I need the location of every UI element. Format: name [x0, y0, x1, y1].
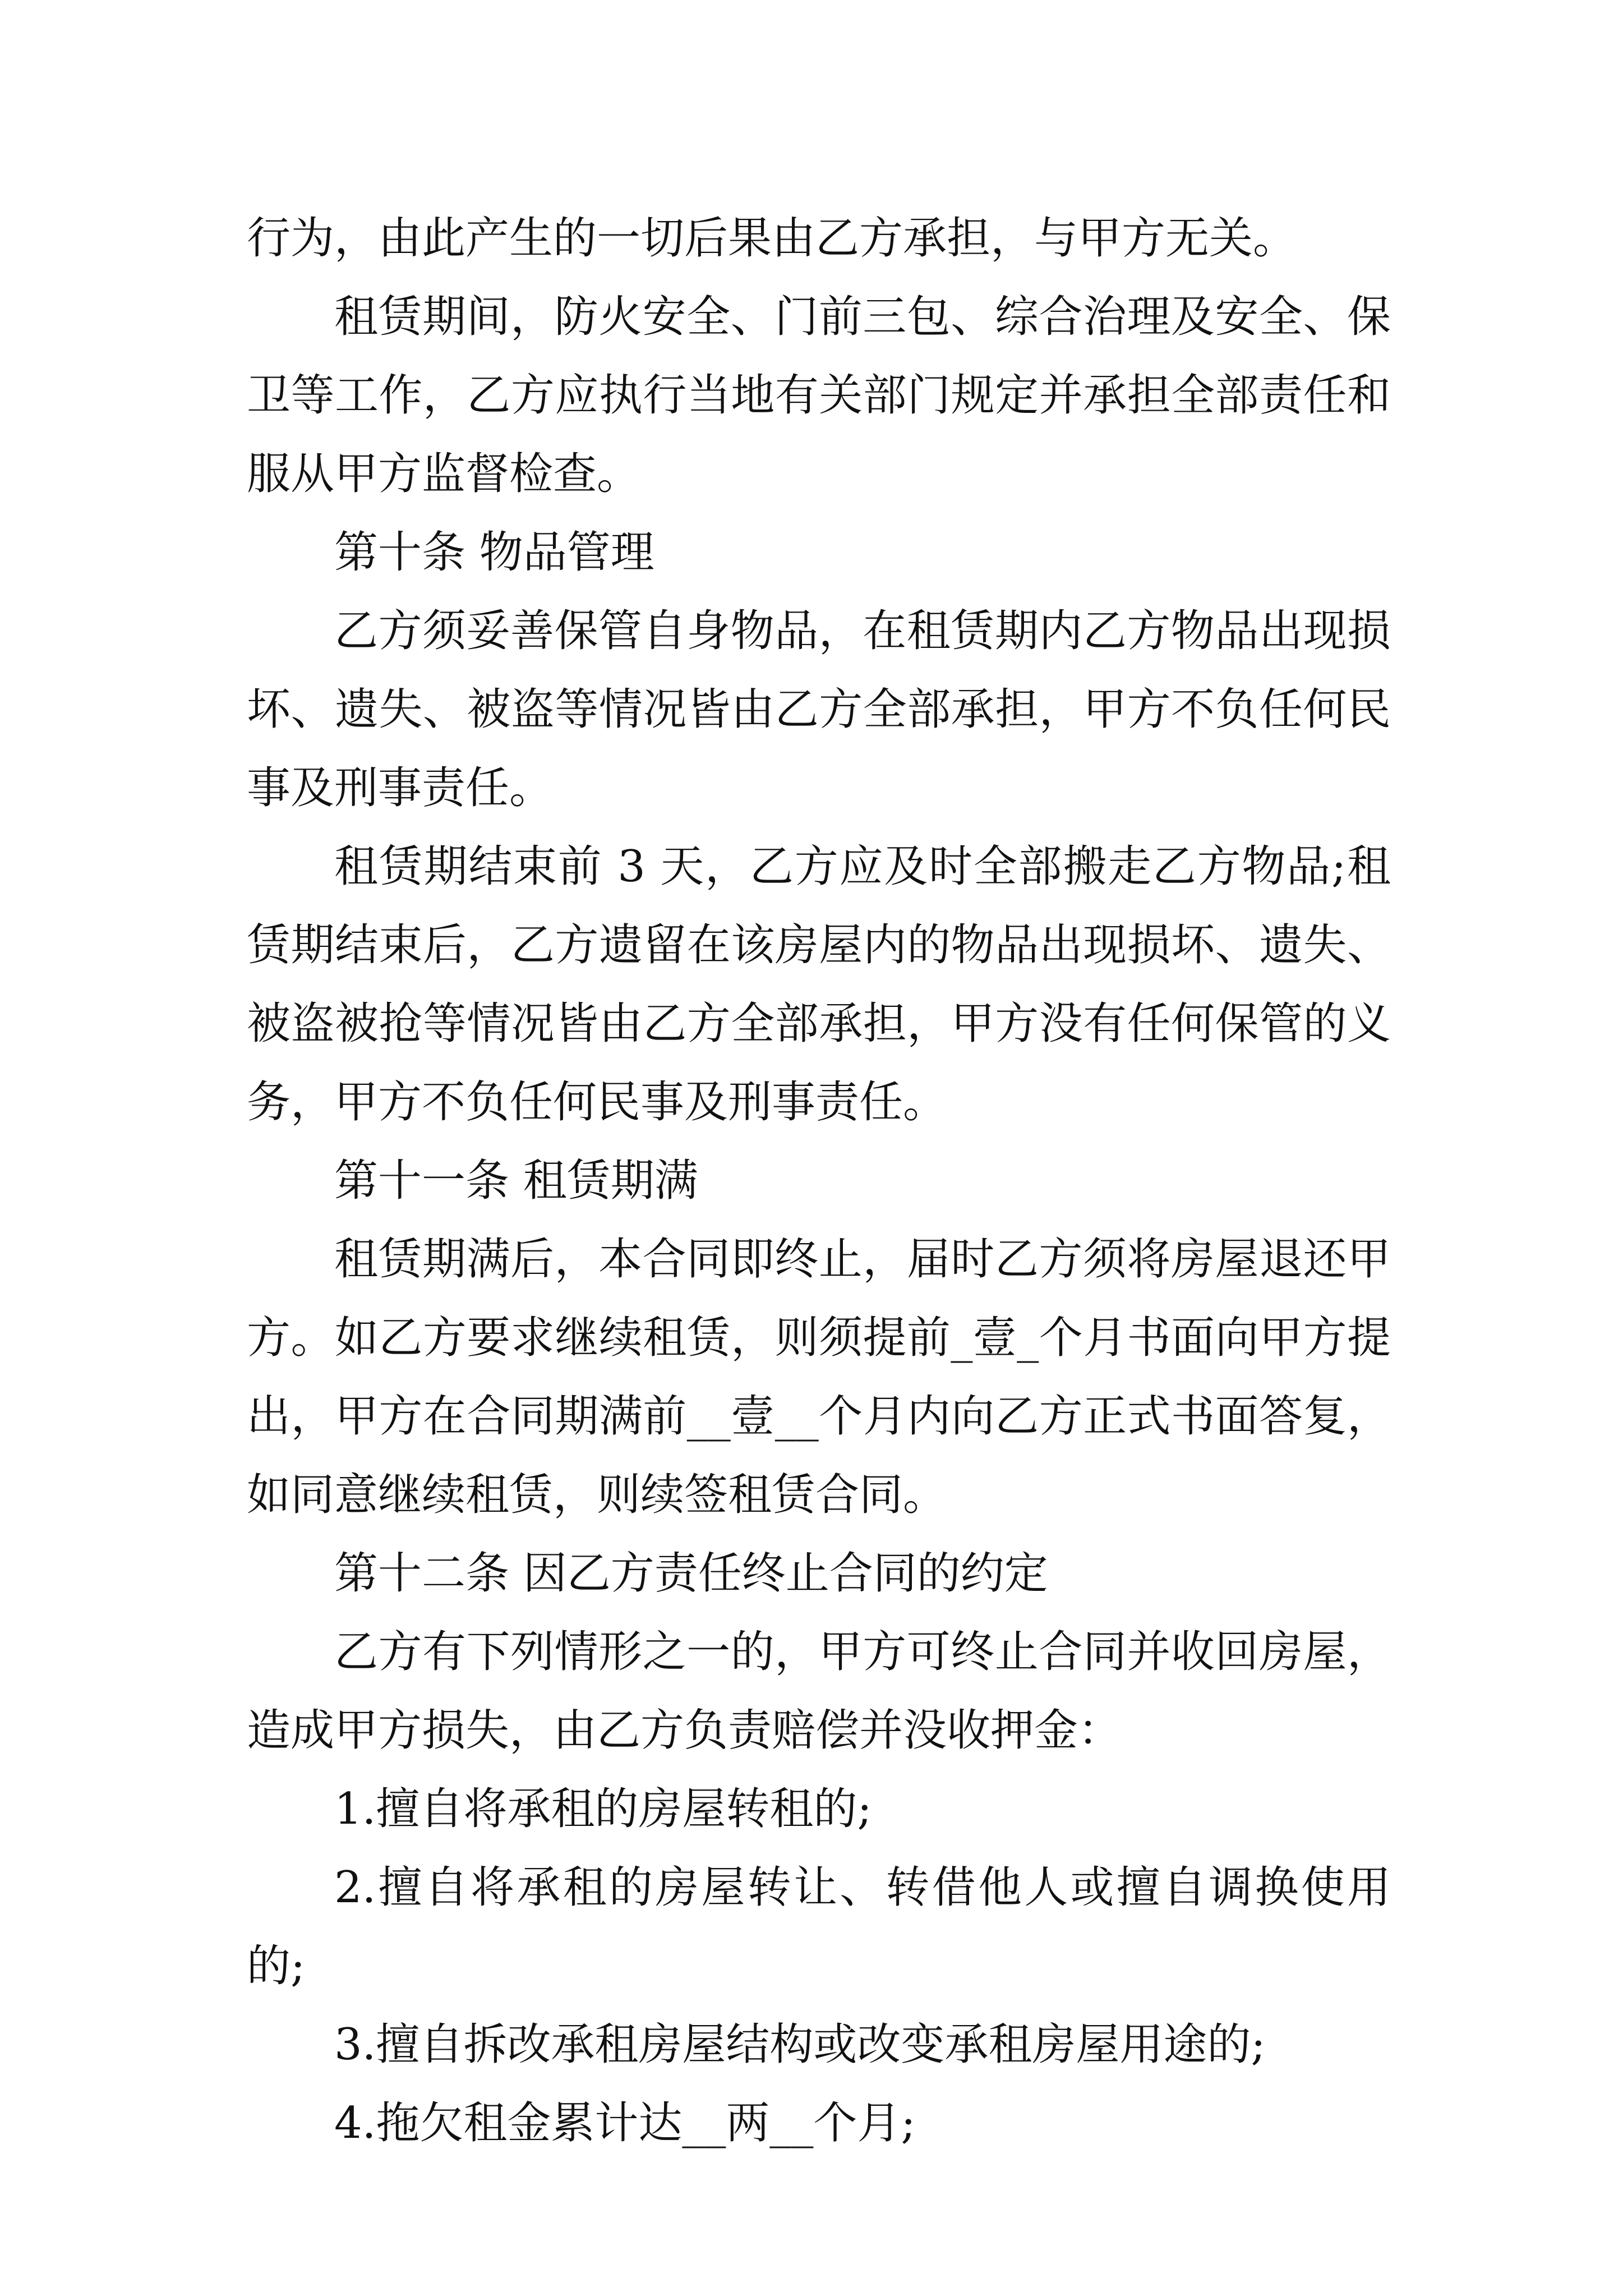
paragraph-goods-custody: 乙方须妥善保管自身物品，在租赁期内乙方物品出现损坏、遗失、被盗等情况皆由乙方全部承担，甲方不负任何民事及刑事责任。 [247, 606, 1391, 813]
paragraph-continued-liability: 行为，由此产生的一切后果由乙方承担，与甲方无关。 [247, 213, 1297, 264]
list-item: 4.拖欠租金累计达__两__个月; [334, 2098, 916, 2148]
list-item: 3.擅自拆改承租房屋结构或改变承租房屋用途的; [334, 2019, 1266, 2070]
article-12-heading: 第十二条 因乙方责任终止合同的约定 [334, 1548, 1048, 1599]
paragraph-safety-responsibility: 租赁期间，防火安全、门前三包、综合治理及安全、保卫等工作，乙方应执行当地有关部门规定并承担全部责任和服从甲方监督检查。 [247, 292, 1391, 499]
paragraph-lease-expiry: 租赁期满后，本合同即终止，届时乙方须将房屋退还甲方。如乙方要求继续租赁，则须提前_壹_个月书面向甲方提出，甲方在合同期满前__壹__个月内向乙方正式书面答复，如同意继续租赁，则续签租赁合同。 [247, 1234, 1391, 1520]
document-body [247, 199, 1391, 2162]
paragraph-goods-removal: 租赁期结束前 3 天，乙方应及时全部搬走乙方物品;租赁期结束后，乙方遗留在该房屋内的物品出现损坏、遗失、被盗被抢等情况皆由乙方全部承担，甲方没有任何保管的义务，甲方不负任何民事及刑事责任。 [247, 841, 1391, 1128]
paragraph-termination-intro: 乙方有下列情形之一的，甲方可终止合同并收回房屋，造成甲方损失，由乙方负责赔偿并没收押金： [247, 1627, 1391, 1756]
article-10-heading: 第十条 物品管理 [334, 527, 654, 578]
article-11-heading: 第十一条 租赁期满 [334, 1156, 698, 1206]
list-item: 2.擅自将承租的房屋转让、转借他人或擅自调换使用的; [247, 1862, 1391, 1991]
list-item: 1.擅自将承租的房屋转租的; [334, 1784, 872, 1834]
